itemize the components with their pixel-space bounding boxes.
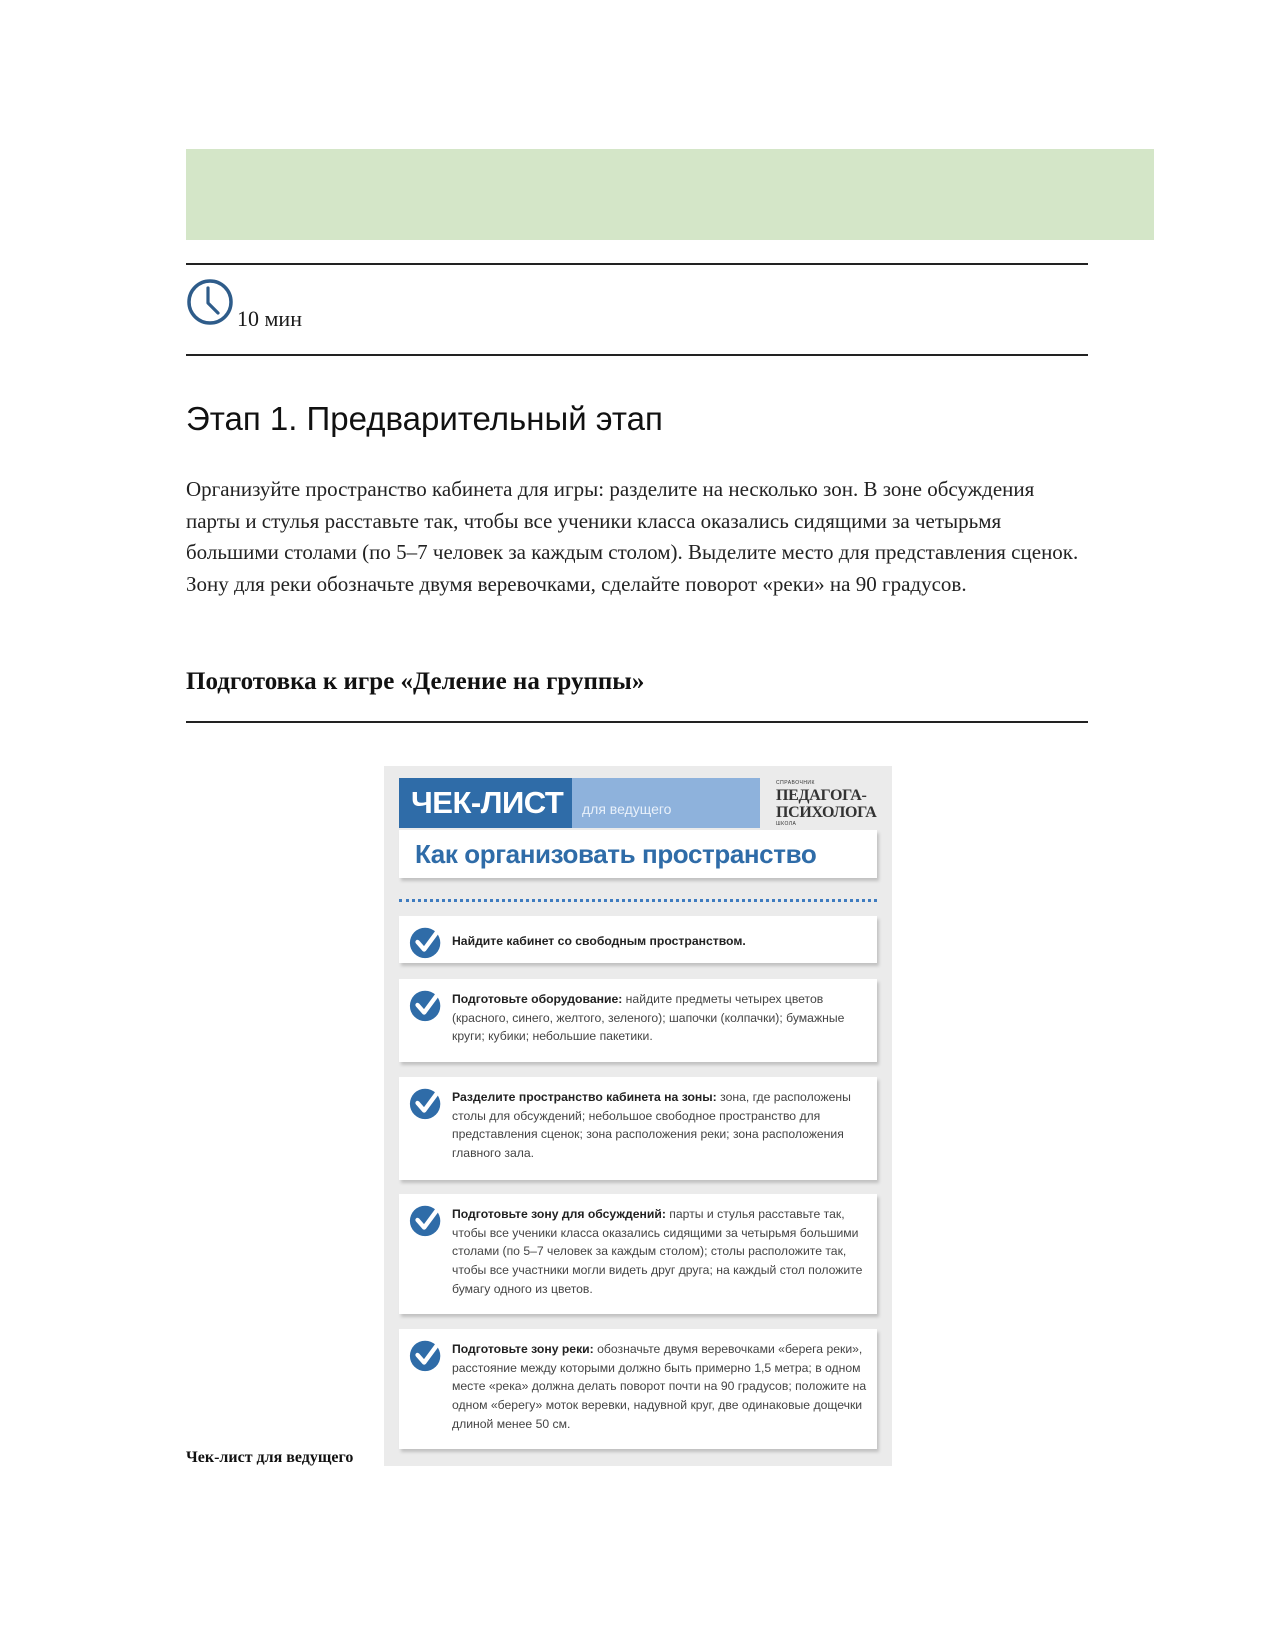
checklist-item-text (452, 927, 867, 951)
stage-description: Организуйте пространство кабинета для игры: разделите на несколько зон. В зоне обсуждения парты и стулья расставьте так, чтобы все ученики класса оказались сидящими за четырьмя большими столами (по 5–7 человек за каждым столом). Выделите место для представления сценок. Зону для реки обозначьте двумя веревочками, сделайте поворот «реки» на 90 градусов. (186, 477, 1079, 596)
checklist-item (399, 1329, 877, 1449)
checklist-item-lead: Подготовьте зону для обсуждений: (452, 1207, 666, 1221)
publisher-logo (776, 780, 886, 828)
checklist-image (384, 766, 892, 1466)
divider-top (186, 263, 1088, 265)
checkmark-icon (408, 922, 446, 960)
checklist-item (399, 1077, 877, 1180)
checklist-item-text (452, 1205, 867, 1299)
logo-line-1: ПЕДАГОГА- (776, 787, 867, 804)
checklist-item-rest: зона, где расположены столы для обсуждений; небольшое свободное пространство для представления сценок; зона расположения реки; зона расположения главного зала. (452, 1090, 851, 1161)
divider-middle (186, 354, 1088, 356)
duration-label: 10 мин (237, 306, 302, 331)
checklist-item (399, 979, 877, 1062)
checklist-item-lead: Подготовьте зону реки: (452, 1342, 594, 1356)
checklist-tab-label: ЧЕК-ЛИСТ (399, 778, 572, 828)
checklist-item-text (452, 1340, 867, 1434)
checklist-item-rest: парты и стулья расставьте так, чтобы все ученики класса оказались сидящими за четырьмя большими столами (по 5–7 человек за каждым столом); столы расположите так, чтобы все участники могли видеть друг друга; на каждый стол положите бумагу одного из цветов. (452, 1207, 863, 1296)
logo-line-2: ПСИХОЛОГА (776, 804, 877, 821)
checklist-item-lead: Разделите пространство кабинета на зоны: (452, 1090, 717, 1104)
checklist-item-rest: обозначьте двумя веревочками «берега реки», расстояние между которыми должно быть примерно 1,5 метра; в одном месте «река» должна делать поворот почти на 90 градусов; положите на одном «берегу» моток веревки, надувной круг, две одинаковые дощечки длиной менее 50 см. (452, 1342, 867, 1431)
checklist-item-lead: Подготовьте оборудование: (452, 992, 623, 1006)
checkmark-icon (408, 1200, 446, 1238)
checklist-item-text (452, 1088, 867, 1163)
checklist-item-rest: найдите предметы четырех цветов (красного, синего, желтого, зеленого); шапочки (колпачки); бумажные круги; кубики; небольшие пакетики. (452, 992, 845, 1044)
checkmark-icon (408, 1335, 446, 1373)
checklist-tab-sublabel: для ведущего (572, 778, 760, 828)
divider-section (186, 721, 1088, 723)
checklist-item (399, 916, 877, 963)
checklist-title: Как организовать пространство (399, 830, 877, 878)
highlight-banner (186, 149, 1154, 240)
dotted-divider (399, 899, 877, 902)
checkmark-icon (408, 985, 446, 1023)
section-heading: Подготовка к игре «Деление на группы» (186, 668, 645, 695)
checklist-item (399, 1194, 877, 1314)
checklist-item-text (452, 990, 867, 1046)
logo-top-text: СПРАВОЧНИК (776, 780, 815, 786)
checklist-item-lead: Найдите кабинет со свободным пространством. (452, 934, 746, 948)
clock-icon (186, 276, 238, 328)
stage-title: Этап 1. Предварительный этап (186, 400, 663, 437)
checkmark-icon (408, 1083, 446, 1121)
logo-bottom-text: ШКОЛА (776, 821, 797, 827)
image-caption: Чек-лист для ведущего (186, 1449, 354, 1466)
